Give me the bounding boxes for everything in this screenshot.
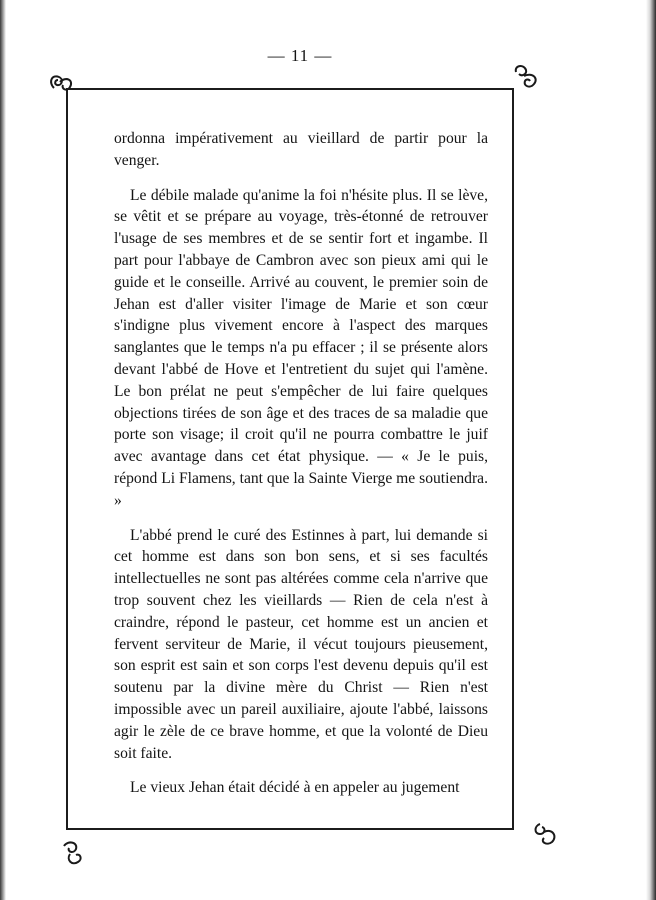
paragraph: Le vieux Jehan était décidé à en appeler au jugement [130,779,460,797]
corner-ornament-bottom-right [530,818,560,848]
scan-right-edge [646,0,656,900]
corner-ornament-top-left [46,68,76,98]
body-text [114,128,488,812]
corner-ornament-top-right [510,62,540,92]
corner-ornament-bottom-left [58,838,88,868]
paragraph: Le débile malade qu'anime la foi n'hésite plus. Il se lève, se vêtit et se prépare au voyage, très-étonné de retrouver l'usage de ses membres et de se sentir fort et ingambe. Il part pour l'abbaye de Cambron avec son pieux ami qui le guide et le conseille. Arrivé au couvent, le premier soin de Jehan est d'aller visiter l'image de Marie et son cœur s'indigne plus vivement encore à l'aspect des marques sanglantes que le temps n'a pu effacer ; il se présente alors devant l'abbé de Hove et l'entretient du sujet qui l'amène. Le bon prélat ne peut s'empêcher de lui faire quelques objections tirées de son âge et des traces de sa maladie que porte son visage; il croit qu'il ne pourra combattre le juif avec avantage dans cet état physique. — « Je le puis, répond Li Flamens, tant que la Sainte Vierge me soutiendra. » [114,186,488,509]
scan-left-edge [0,0,6,900]
page-number: — 11 — [267,46,333,65]
paragraph-continuation: ordonna impérativement au vieillard de partir pour la venger. [114,130,488,169]
paragraph: L'abbé prend le curé des Estinnes à part, lui demande si cet homme est dans son bon sens, et si ses facultés intellectuelles ne sont pas altérées comme cela n'arrive que trop souvent chez les vieillards — Rien de cela n'est à craindre, répond le pasteur, cet homme est un ancien et fervent serviteur de Marie, il vécut toujours pieusement, son esprit est sain et son corps l'est devenu depuis qu'il est soutenu par la divine mère du Christ — Rien n'est impossible avec un pareil auxiliaire, ajoute l'abbé, laissons agir le zèle de ce brave homme, et que la volonté de Dieu soit faite. [114,526,488,762]
